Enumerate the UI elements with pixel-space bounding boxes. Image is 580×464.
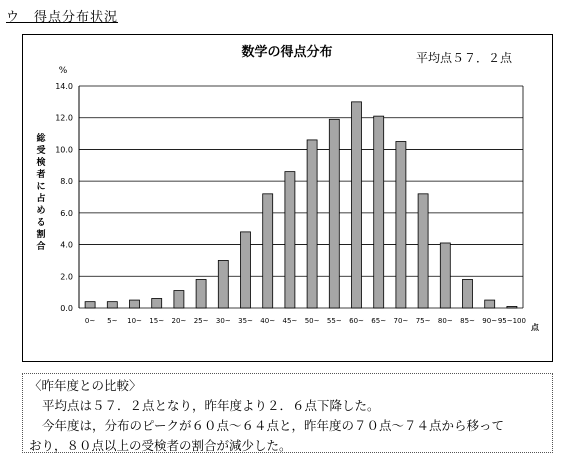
- bar: [241, 232, 251, 308]
- y-tick-label: 12.0: [55, 113, 73, 123]
- x-tick-label: 30~: [215, 317, 231, 325]
- section-heading: ウ 得点分布状況: [6, 10, 119, 25]
- bar: [307, 140, 317, 308]
- x-tick-label: 90~: [482, 317, 498, 325]
- y-tick-label: 2.0: [60, 272, 73, 282]
- x-tick-label: 60~: [349, 317, 364, 325]
- y-label-char: 合: [36, 242, 46, 252]
- y-label-char: に: [36, 182, 46, 192]
- bar: [485, 300, 495, 308]
- bar: [130, 300, 140, 308]
- y-tick-label: 14.0: [55, 82, 73, 91]
- y-label-char: 割: [36, 230, 46, 240]
- year-comparison-box: [22, 373, 553, 453]
- y-tick-label: 10.0: [55, 145, 73, 155]
- y-label-char: る: [36, 218, 46, 228]
- mean-score-label: 平均点５７．２点: [416, 51, 513, 65]
- y-unit-label: %: [58, 66, 68, 76]
- x-tick-label: 85~: [460, 317, 475, 325]
- y-label-char: 者: [36, 170, 46, 180]
- y-tick-labels: [55, 82, 73, 313]
- x-tick-label: 5~: [107, 317, 118, 325]
- chart-title: 数学の得点分布: [241, 45, 333, 60]
- x-tick-label: 75~: [415, 317, 431, 325]
- bar: [374, 116, 384, 308]
- bar: [396, 142, 406, 309]
- bar: [463, 279, 473, 308]
- x-tick-label: 35~: [238, 317, 253, 325]
- chart-frame: [22, 34, 553, 362]
- bar: [85, 302, 95, 308]
- x-tick-label: 25~: [193, 317, 209, 325]
- x-tick-label: 0~: [84, 317, 96, 325]
- y-label-char: 占: [36, 194, 46, 204]
- y-label-char: 検: [36, 158, 46, 168]
- comparison-text-line3: おり，８０点以上の受検者の割合が減少した。: [29, 438, 292, 453]
- x-tick-label: 95~100: [497, 317, 526, 325]
- x-tick-label: 20~: [171, 317, 187, 325]
- bar: [418, 194, 428, 308]
- comparison-text-line2: 今年度は，分布のピークが６０点～６４点と，昨年度の７０点～７４点から移って: [42, 418, 505, 433]
- x-tick-label: 80~: [437, 317, 453, 325]
- x-tick-label: 65~: [371, 317, 387, 325]
- x-tick-label: 15~: [149, 317, 165, 325]
- y-tick-label: 0.0: [60, 304, 73, 313]
- bar: [107, 302, 117, 308]
- bar: [329, 119, 339, 308]
- bar: [352, 102, 362, 308]
- y-label-char: 受: [36, 146, 46, 156]
- x-tick-label: 50~: [304, 317, 320, 325]
- gridlines: [79, 86, 523, 308]
- comparison-text-line1: 平均点は５７．２点となり，昨年度より２．６点下降した。: [42, 398, 380, 413]
- y-label-char: 総: [36, 134, 46, 144]
- bar: [507, 306, 517, 308]
- bar: [196, 279, 206, 308]
- x-tick-label: 40~: [260, 317, 276, 325]
- bar: [263, 194, 273, 308]
- score-distribution-chart: [23, 35, 554, 363]
- bar: [152, 298, 162, 308]
- bar: [285, 172, 295, 308]
- y-tick-label: 4.0: [60, 240, 73, 250]
- x-axis-unit-label: 点: [531, 323, 539, 332]
- y-tick-label: 8.0: [60, 177, 73, 187]
- y-tick-label: 6.0: [60, 208, 73, 218]
- x-tick-label: 70~: [393, 317, 409, 325]
- x-tick-label: 10~: [127, 317, 142, 325]
- comparison-title: 〈昨年度との比較〉: [29, 378, 142, 393]
- bar: [440, 243, 450, 308]
- x-tick-label: 45~: [282, 317, 298, 325]
- y-label-char: め: [36, 206, 46, 216]
- y-axis-label: [36, 132, 46, 252]
- x-tick-label: 55~: [326, 317, 342, 325]
- bar: [218, 260, 228, 308]
- bars: [85, 102, 517, 308]
- x-tick-labels: [85, 317, 526, 325]
- bar: [174, 291, 184, 308]
